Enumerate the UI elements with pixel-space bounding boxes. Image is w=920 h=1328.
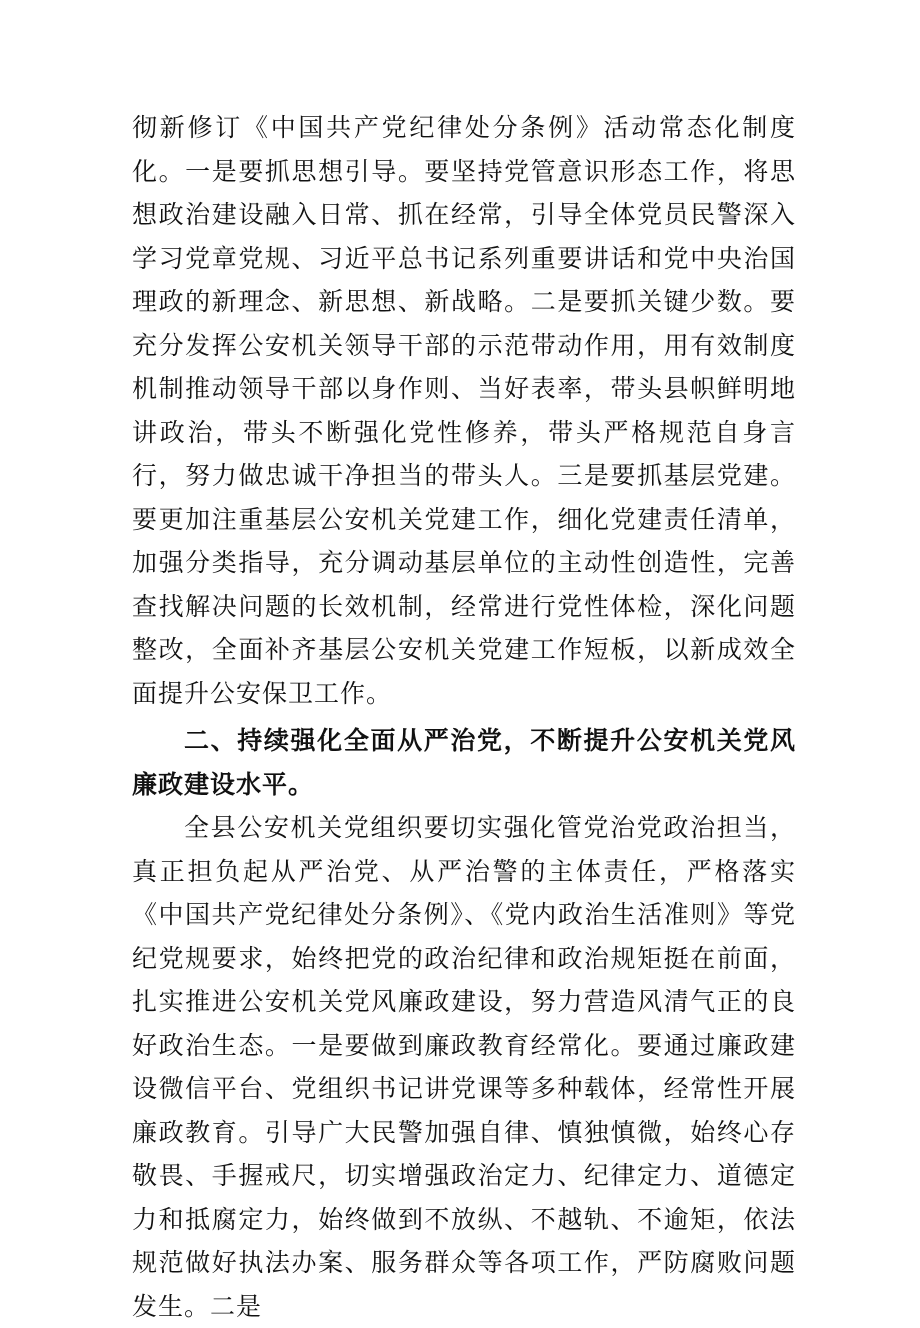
paragraph-2: 全县公安机关党组织要切实强化管党治党政治担当，真正担负起从严治党、从严治警的主体责任，严格落实《中国共产党纪律处分条例》、《党内政治生活准则》等党纪党规要求，始终把党的政治纪律和政治规矩挺在前面，扎实推进公安机关党风廉政建设，努力营造风清气正的良好政治生态。一是要做到廉政教育经常化。要通过廉政建设微信平台、党组织书记讲党课等多种载体，经常性开展廉政教育。引导广大民警加强自律、慎独慎微，始终心存敬畏、手握戒尺，切实增强政治定力、纪律定力、道德定力和抵腐定力，始终做到不放纵、不越轨、不逾矩，依法规范做好执法办案、服务群众等各项工作，严防腐败问题发生。二是 (132, 813, 796, 1321)
document-body (132, 106, 796, 1328)
section-heading: 二、持续强化全面从严治党，不断提升公安机关党风廉政建设水平。 (132, 726, 796, 799)
paragraph-1: 彻新修订《中国共产党纪律处分条例》活动常态化制度化。一是要抓思想引导。要坚持党管意识形态工作，将思想政治建设融入日常、抓在经常，引导全体党员民警深入学习党章党规、习近平总书记系列重要讲话和党中央治国理政的新理念、新思想、新战略。二是要抓关键少数。要充分发挥公安机关领导干部的示范带动作用，用有效制度机制推动领导干部以身作则、当好表率，带头县帜鲜明地讲政治，带头不断强化党性修养，带头严格规范自身言行，努力做忠诚干净担当的带头人。三是要抓基层党建。要更加注重基层公安机关党建工作，细化党建责任清单，加强分类指导，充分调动基层单位的主动性创造性，完善查找解决问题的长效机制，经常进行党性体检，深化问题整改，全面补齐基层公安机关党建工作短板，以新成效全面提升公安保卫工作。 (132, 113, 796, 708)
